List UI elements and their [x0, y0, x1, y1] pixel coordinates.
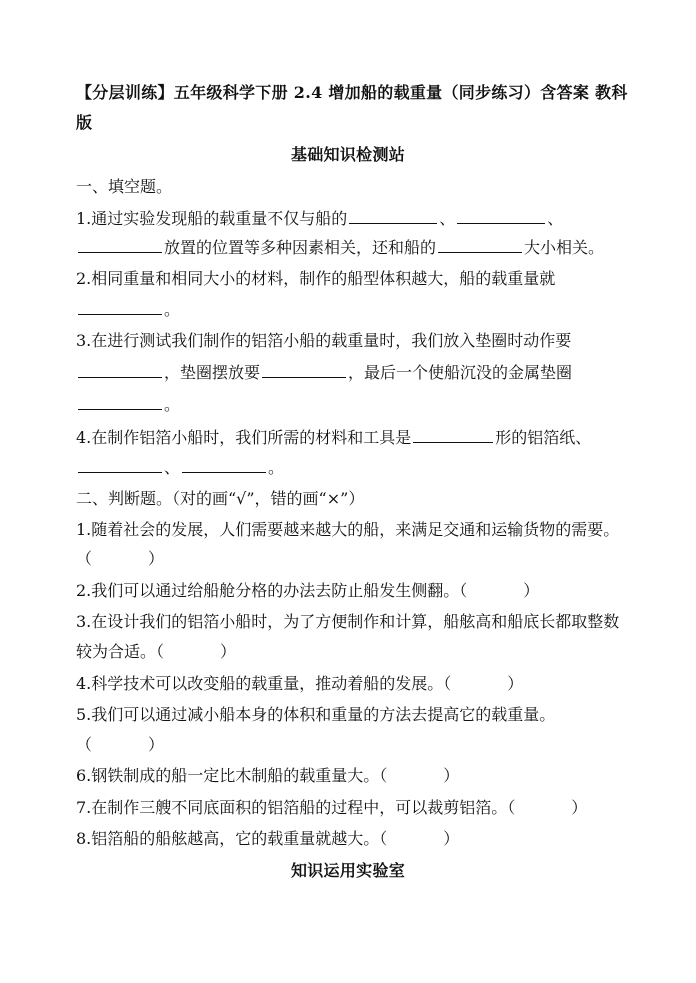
- fill-heading: 一、填空题。: [76, 177, 173, 196]
- judge-q3-line1: 3.在设计我们的铝箔小船时，为了方便制作和计算，船舷高和船底长都取整数: [76, 612, 620, 631]
- answer-blank[interactable]: [78, 236, 162, 253]
- judge-q5-line1: 5.我们可以通过减小船本身的体积和重量的方法去提高它的载重量。: [76, 705, 556, 724]
- doc-title-line-2: 版: [76, 113, 93, 132]
- answer-blank[interactable]: [457, 207, 545, 224]
- judge-q1-line1: 1.随着社会的发展，人们需要越来越大的船，来满足交通和运输货物的需要。: [76, 520, 620, 539]
- answer-blank[interactable]: [438, 236, 522, 253]
- answer-blank[interactable]: [349, 207, 437, 224]
- answer-blank[interactable]: [413, 426, 493, 443]
- fill-q1-line2: 放置的位置等多种因素相关，还和船的 大小相关。: [76, 236, 624, 259]
- section-basic-title: 基础知识检测站: [290, 145, 406, 164]
- judge-q6-answer[interactable]: （ ）: [379, 766, 460, 785]
- answer-blank[interactable]: [78, 361, 162, 378]
- fill-q4-line1: 4.在制作铝箔小船时，我们所需的材料和工具是 形的铝箔纸、: [76, 428, 592, 447]
- fill-q2-line1: 2.相同重量和相同大小的材料，制作的船型体积越大，船的载重量就: [76, 269, 556, 288]
- fill-q3-line3: 。: [76, 393, 624, 416]
- judge-q2: 2.我们可以通过给船舱分格的办法去防止船发生侧翻。（ ）: [76, 581, 540, 600]
- judge-q4: 4.科学技术可以改变船的载重量，推动着船的发展。（ ）: [76, 674, 524, 693]
- judge-q3-answer[interactable]: （ ）: [156, 642, 237, 661]
- judge-q6: 6.钢铁制成的船一定比木制船的载重量大。（ ）: [76, 766, 460, 785]
- answer-blank[interactable]: [182, 456, 266, 473]
- judge-heading: 二、判断题。（对的画“√”，错的画“×”）: [76, 489, 365, 508]
- fill-q3-line1: 3.在进行测试我们制作的铝箔小船的载重量时，我们放入垫圈时动作要: [76, 331, 572, 350]
- answer-blank[interactable]: [78, 298, 162, 315]
- judge-q3-line2: 较为合适。（ ）: [76, 642, 237, 661]
- judge-q5-answer[interactable]: （ ）: [76, 735, 165, 754]
- judge-q1-answer[interactable]: （ ）: [76, 549, 165, 568]
- judge-q4-answer[interactable]: （ ）: [443, 674, 524, 693]
- section-lab-title: 知识运用实验室: [290, 861, 406, 880]
- fill-q3-line2: ，垫圈摆放要 ，最后一个使船沉没的金属垫圈: [76, 361, 624, 384]
- judge-q8-answer[interactable]: （ ）: [379, 829, 460, 848]
- answer-blank[interactable]: [78, 393, 162, 410]
- judge-q2-answer[interactable]: （ ）: [459, 581, 540, 600]
- judge-q8: 8.铝箔船的船舷越高，它的载重量就越大。（ ）: [76, 829, 460, 848]
- doc-title-line-1: 【分层训练】五年级科学下册 2.4 增加船的载重量（同步练习）含答案 教科: [76, 83, 628, 102]
- answer-blank[interactable]: [78, 456, 162, 473]
- judge-q7-answer[interactable]: （ ）: [507, 798, 588, 817]
- fill-q2-line2: 。: [76, 298, 624, 321]
- judge-q7: 7.在制作三艘不同底面积的铝箔船的过程中，可以裁剪铝箔。（ ）: [76, 798, 588, 817]
- fill-q1-line1: 1.通过实验发现船的载重量不仅与船的 、 、: [76, 209, 564, 228]
- fill-q4-line2: 、 。: [76, 456, 624, 479]
- answer-blank[interactable]: [262, 361, 346, 378]
